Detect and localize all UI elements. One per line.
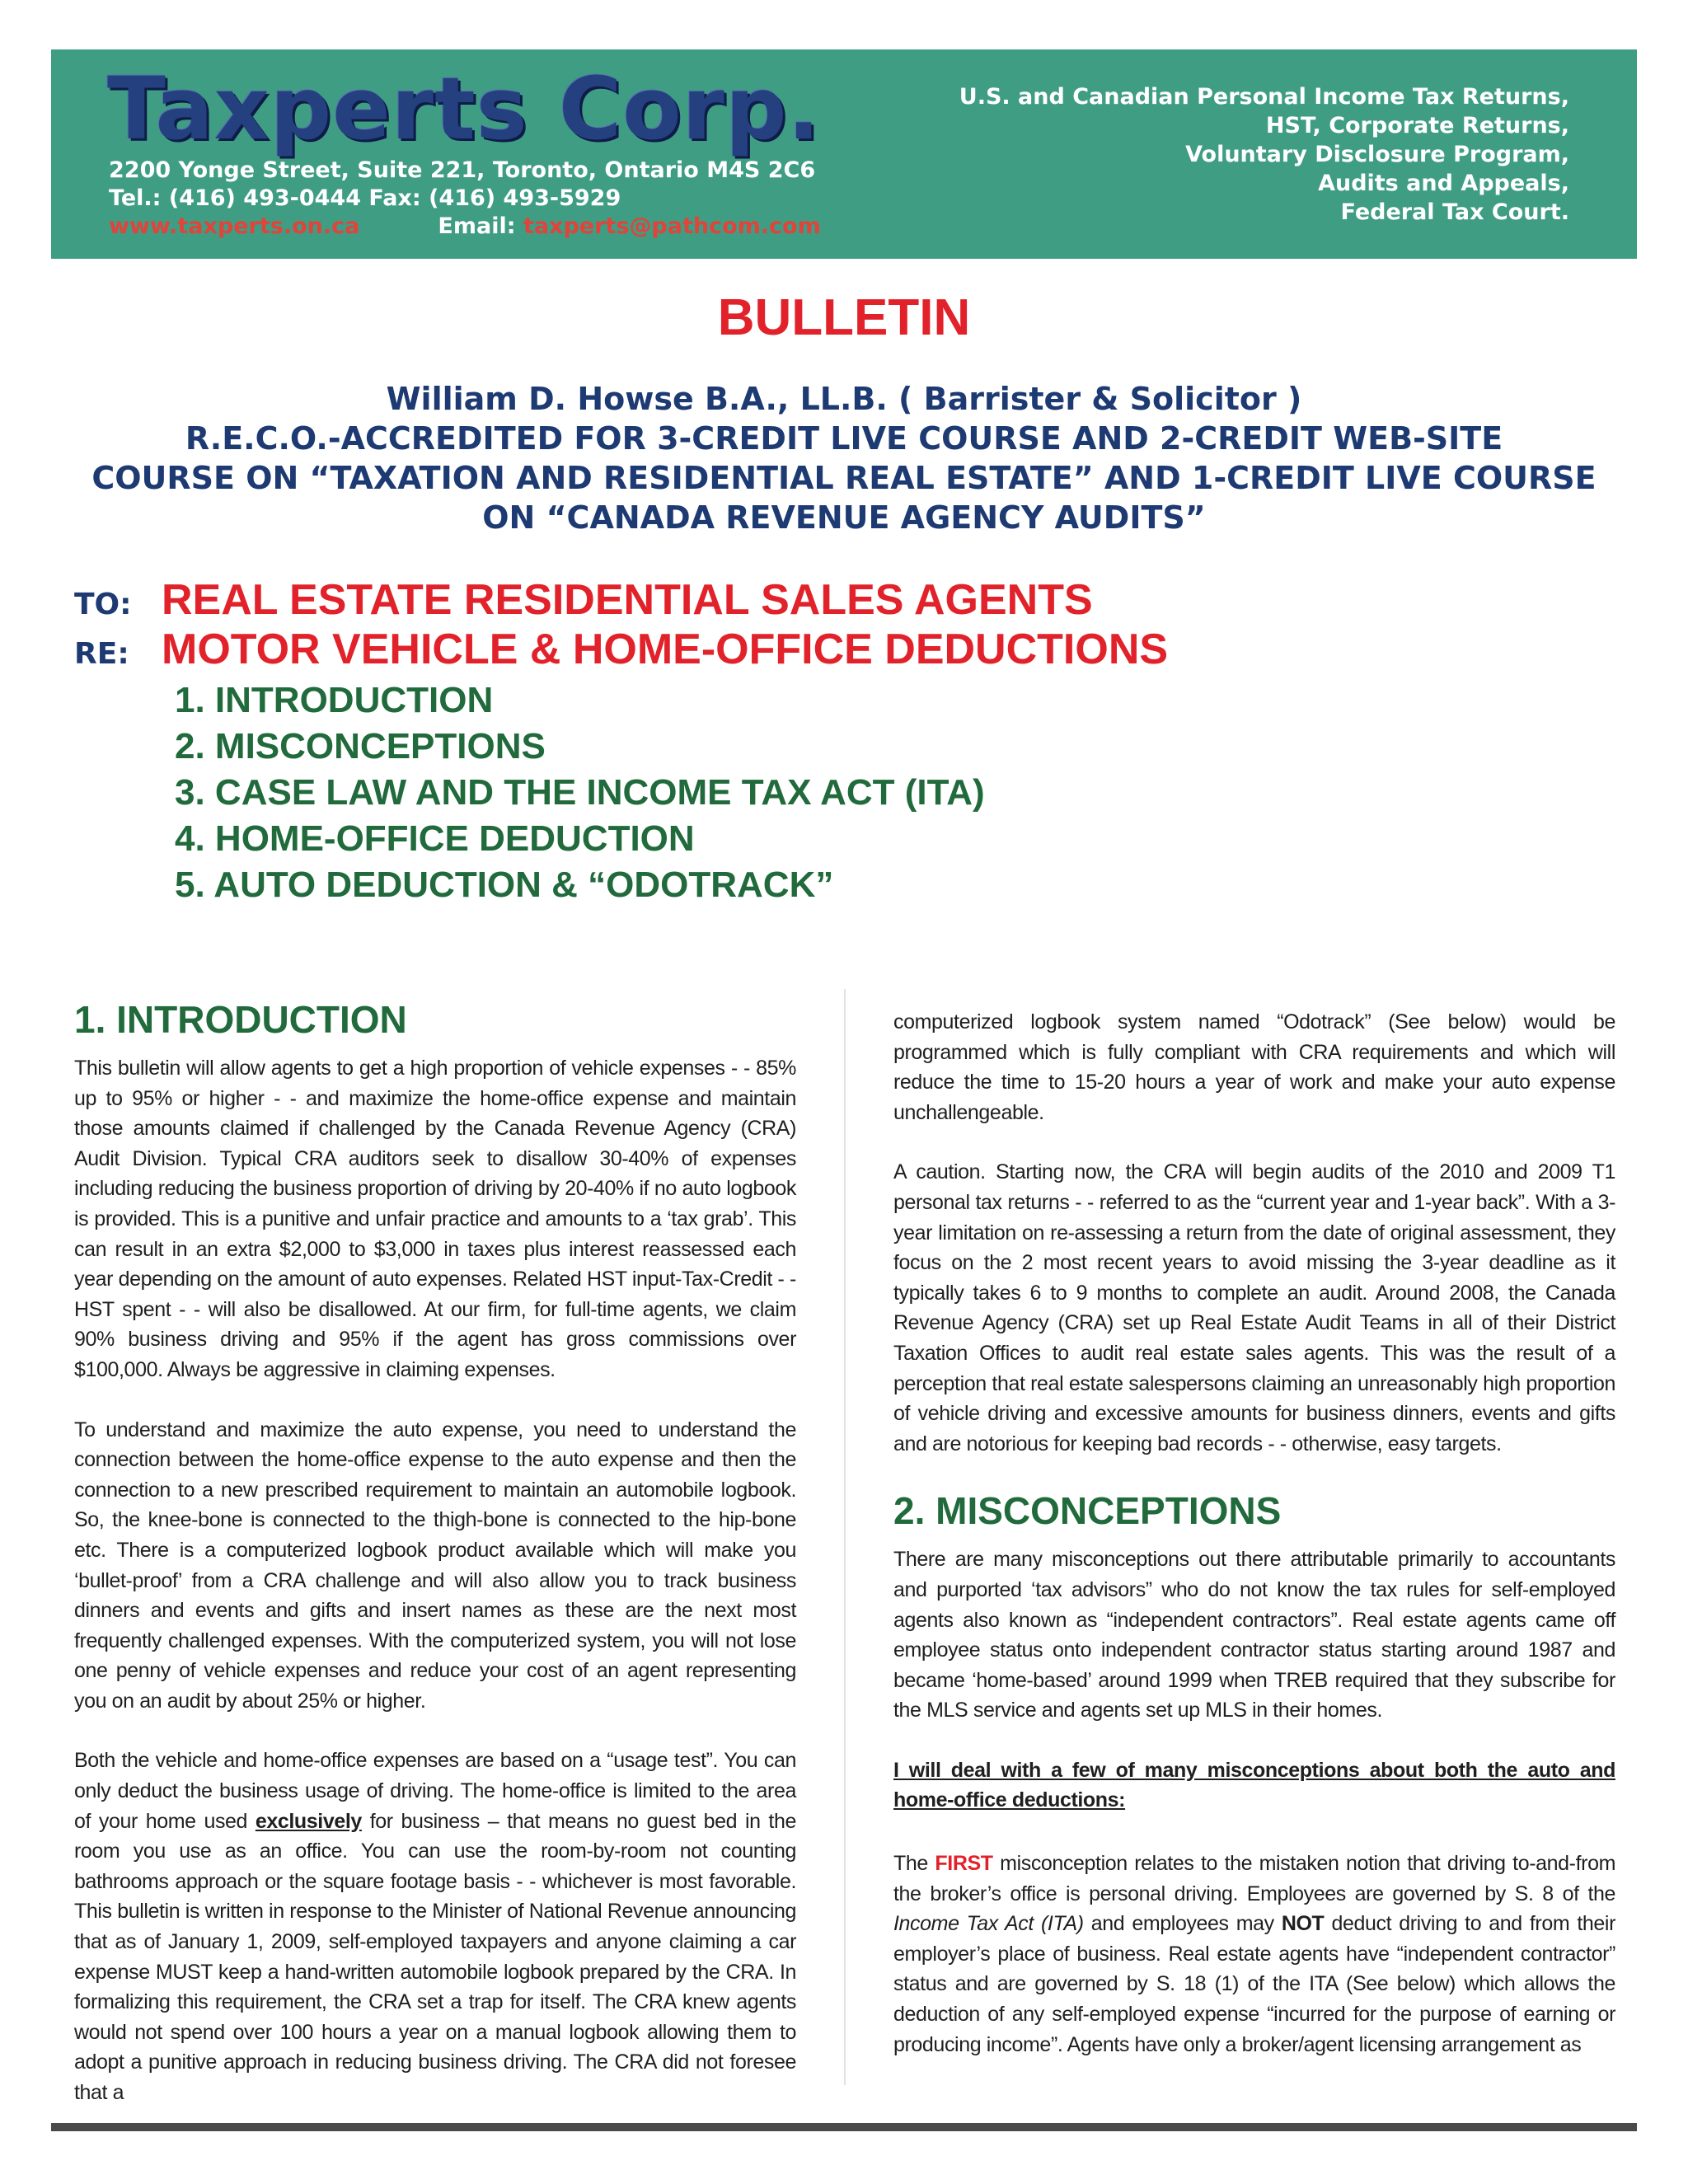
- footer-rule: [51, 2123, 1637, 2131]
- act-title: Income Tax Act (ITA): [893, 1912, 1084, 1936]
- right-column: [893, 1007, 1615, 2089]
- toc-item: 5. AUTO DEDUCTION & “ODOTRACK”: [175, 865, 834, 905]
- underlined-intro: I will deal with a few of many misconceptions about both the auto and home-office deductions:: [893, 1758, 1615, 1812]
- accreditation-line: R.E.C.O.-ACCREDITED FOR 3-CREDIT LIVE COURSE AND 2-CREDIT WEB-SITE: [185, 420, 1503, 457]
- email-link[interactable]: taxperts@pathcom.com: [523, 213, 821, 239]
- to-value: REAL ESTATE RESIDENTIAL SALES AGENTS: [162, 576, 1093, 624]
- paragraph: Both the vehicle and home-office expenses are based on a “usage test”. You can only deduct the business usage of driving. The home-office is limited to the area of your home used exclusively for business – that means no guest bed in the room you use as an office. You can use the room-by-room not counting bathrooms approach or the square footage basis - - whichever is most favorable. This bulletin is written in response to the Minister of National Revenue announcing that as of January 1, 2009, self-employed taxpayers and anyone claiming a car expense MUST keep a hand-written automobile logbook prepared by the CRA. In formalizing this requirement, the CRA set a trap for itself. The CRA knew agents would not spend over 100 hours a year on a manual logbook allowing them to adopt a punitive approach in reducing business driving. The CRA did not foresee that a: [74, 1749, 796, 2104]
- paragraph: There are many misconceptions out there attributable primarily to accountants and purported ‘tax advisors” who do not know the tax rules for self-employed agents also known as “independent contractors”. Real estate agents came off employee status onto independent contractor status starting around 1987 and became ‘home-based’ around 1999 when TREB required that they subscribe for the MLS service and agents set up MLS in their homes.: [893, 1548, 1615, 1722]
- service-item: U.S. and Canadian Personal Income Tax Returns,: [959, 84, 1569, 110]
- to-line: [74, 575, 1093, 625]
- left-column: [74, 997, 796, 2138]
- to-label: TO:: [74, 588, 132, 621]
- toc-item: 1. INTRODUCTION: [175, 680, 494, 720]
- services-list: [959, 82, 1569, 227]
- emphasis-exclusively: exclusively: [255, 1809, 362, 1833]
- toc-item: 2. MISCONCEPTIONS: [175, 726, 546, 766]
- website-link[interactable]: www.taxperts.on.ca: [109, 213, 360, 239]
- paragraph: A caution. Starting now, the CRA will begin audits of the 2010 and 2009 T1 personal tax returns - - referred to as the “current year and 1-year back”. With a 3-year limitation on re-assessing a return from the date of original assessment, they focus on the 2 most recent years to avoid missing the 3-year deadline as it typically takes 6 to 9 months to complete an audit. Around 2008, the Canada Revenue Agency (CRA) set up Real Estate Audit Teams in all of their District Taxation Offices to audit real estate sales agents. This was the result of a perception that real estate salespersons claiming an unreasonably high proportion of vehicle driving and excessive amounts for business dinners, events and gifts and are notorious for keeping bad records - - otherwise, easy targets.: [893, 1160, 1615, 1455]
- service-item: HST, Corporate Returns,: [1265, 113, 1569, 138]
- paragraph: computerized logbook system named “Odotrack” (See below) would be programmed which is fully compliant with CRA requirements and which will reduce the time to 15-20 hours a year of work and make your auto expense unchallengeable.: [893, 1010, 1615, 1124]
- accreditation-line: COURSE ON “TAXATION AND RESIDENTIAL REAL ESTATE” AND 1-CREDIT LIVE COURSE: [91, 460, 1597, 496]
- service-item: Federal Tax Court.: [1340, 199, 1569, 225]
- re-label: RE:: [74, 637, 129, 671]
- author-block: [49, 379, 1639, 537]
- toc-item: 4. HOME-OFFICE DEDUCTION: [175, 818, 695, 859]
- letterhead-banner: [51, 49, 1637, 259]
- author-name: William D. Howse B.A., LL.B. ( Barrister & Solicitor ): [386, 381, 1302, 417]
- email-label: Email:: [438, 213, 516, 239]
- contact-block: [109, 157, 821, 241]
- service-item: Voluntary Disclosure Program,: [1185, 142, 1569, 167]
- emphasis-first: FIRST: [935, 1852, 993, 1876]
- address: 2200 Yonge Street, Suite 221, Toronto, Ontario M4S 2C6: [109, 157, 816, 183]
- phone-fax: Tel.: (416) 493-0444 Fax: (416) 493-5929: [109, 185, 621, 211]
- section-heading-misconceptions: 2. MISCONCEPTIONS: [893, 1489, 1282, 1533]
- column-divider: [844, 989, 846, 2085]
- company-logo: Taxperts Corp.: [107, 59, 821, 159]
- emphasis-not: NOT: [1281, 1912, 1325, 1936]
- paragraph: The FIRST misconception relates to the mistaken notion that driving to-and-from the broker’s office is personal driving. Employees are governed by S. 8 of the Income Tax Act (ITA) and employees may NOT deduct driving to and from their employer’s place of business. Real estate agents have “independent contractor” status and are governed by S. 18 (1) of the ITA (See below) which allows the deduction of any self-employed expense “incurred for the purpose of earning or producing income”. Agents have only a broker/agent licensing arrangement as: [893, 1852, 1615, 2056]
- table-of-contents: [175, 677, 985, 908]
- section-heading-introduction: 1. INTRODUCTION: [74, 998, 407, 1041]
- paragraph: To understand and maximize the auto expense, you need to understand the connection between the home-office expense to the auto expense and then the connection to a new prescribed requirement to maintain an automobile logbook. So, the knee-bone is connected to the thigh-bone is connected to the hip-bone etc. There is a computerized logbook product available which will make you ‘bullet-proof’ from a CRA challenge and will also allow you to track business dinners and events and gifts and insert names as these are the next most frequently challenged expenses. With the computerized system, you will not lose one penny of vehicle expenses and reduce your cost of an agent representing you on an audit by about 25% or higher.: [74, 1418, 796, 1713]
- toc-item: 3. CASE LAW AND THE INCOME TAX ACT (ITA): [175, 772, 985, 813]
- accreditation-line: ON “CANADA REVENUE AGENCY AUDITS”: [482, 499, 1206, 536]
- paragraph: This bulletin will allow agents to get a high proportion of vehicle expenses - - 85% up to 95% or higher - - and maximize the home-office expense and maintain those amounts claimed if challenged by the Canada Revenue Agency (CRA) Audit Division. Typical CRA auditors seek to disallow 30-40% of expenses including reducing the business proportion of driving by 20-40% if no auto logbook is provided. This is a punitive and unfair practice and amounts to a ‘tax grab’. This can result in an extra $2,000 to $3,000 in taxes plus interest reassessed each year depending on the amount of auto expenses. Related HST input-Tax-Credit - - HST spent - - will also be disallowed. At our firm, for full-time agents, we claim 90% business driving and 95% if the agent has gross commissions over $100,000. Always be aggressive in claiming expenses.: [74, 1057, 796, 1381]
- service-item: Audits and Appeals,: [1318, 171, 1569, 196]
- re-line: [74, 625, 1168, 674]
- page-title: BULLETIN: [717, 289, 971, 346]
- re-value: MOTOR VEHICLE & HOME-OFFICE DEDUCTIONS: [162, 626, 1169, 673]
